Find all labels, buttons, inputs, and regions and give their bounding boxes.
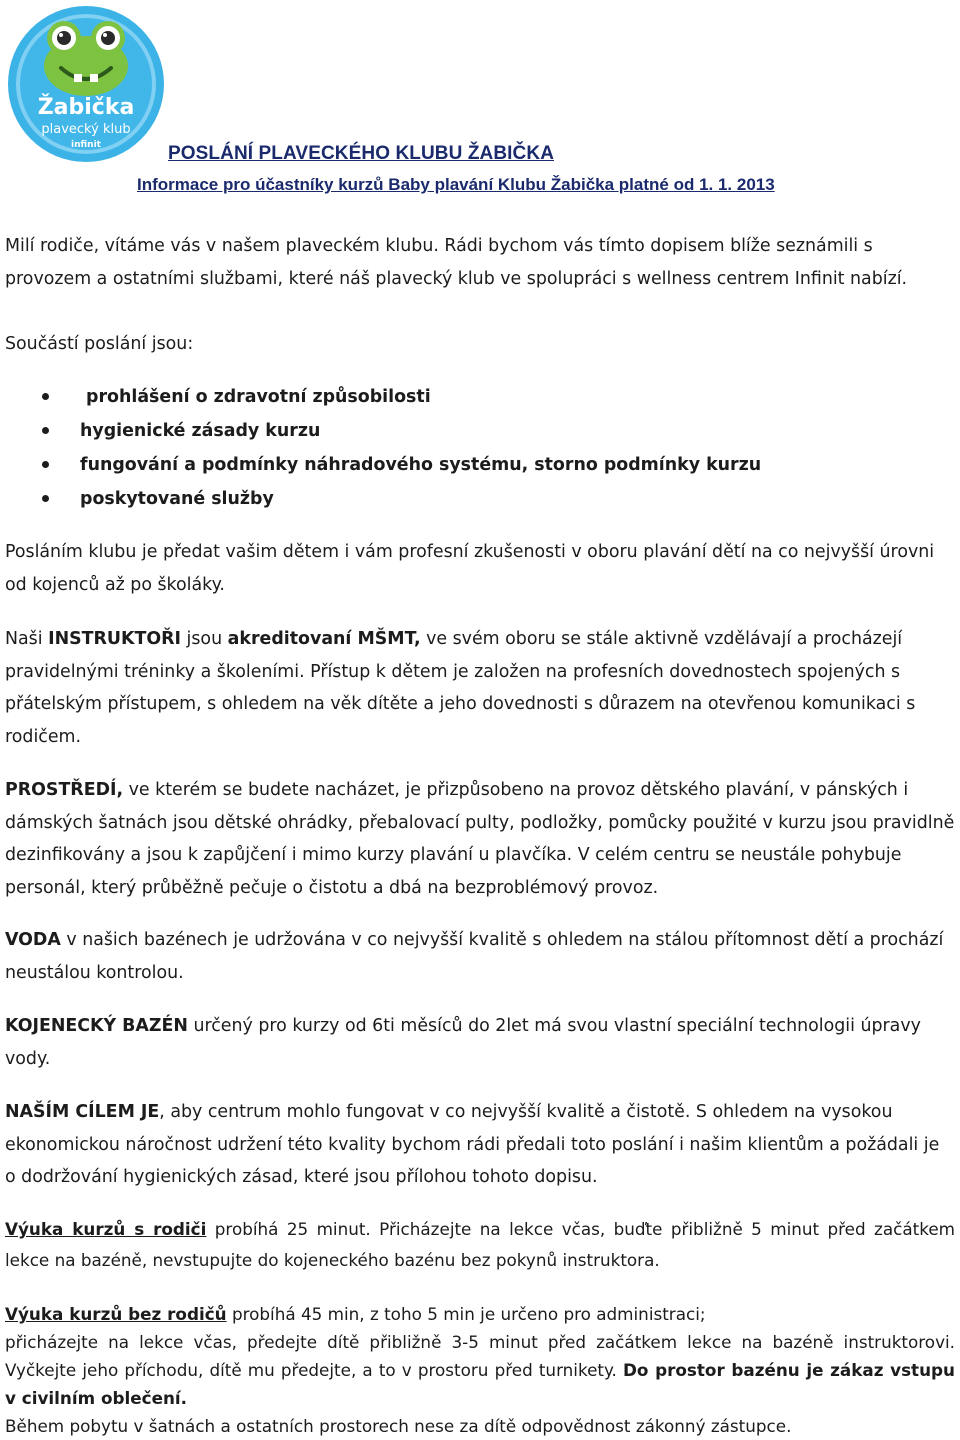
- water-heading: VODA: [5, 930, 61, 950]
- intro-paragraph: Milí rodiče, vítáme vás v našem plaveckém klubu. Rádi bychom vás tímto dopisem blíže seznámili s provozem a ostatními službami, které náš plavecký klub ve spolupráci s wellness centrem Infinit nabízí.: [5, 236, 908, 289]
- without-parents-paragraph: [5, 1328, 955, 1412]
- list-item: [0, 380, 960, 414]
- document-subtitle: Informace pro účastníky kurzů Baby plavání Klubu Žabička platné od 1. 1. 2013: [137, 175, 775, 194]
- instructors-text-2: jsou: [181, 629, 228, 649]
- instructors-bold-1: INSTRUKTOŘI: [48, 629, 182, 649]
- instructors-paragraph: [5, 623, 955, 753]
- mission-paragraph: Posláním klubu je předat vašim dětem i vám profesní zkušenosti v oboru plavání dětí na co nejvyšší úrovni od kojenců až po školáky.: [5, 542, 935, 595]
- logo-name-line1: Žabička: [37, 95, 135, 120]
- with-parents-paragraph: [5, 1214, 955, 1275]
- with-parents-text: probíhá 25 minut. Přicházejte na lekce včas, buďte přibližně 5 minut před začátkem lekce na bazéně, nevstupujte do kojeneckého bazénu bez pokynů instruktora.: [5, 1219, 955, 1270]
- instructors-text-3: ve svém oboru se stále aktivně vzdělávají a procházejí pravidelnými tréninky a školeními. Přístup k dětem je založen na profesních dovednostech spojených s přátelským přístupem, s ohledem na věk dítěte a jeho dovednosti s důrazem na otevřenou komunikaci s rodičem.: [5, 629, 916, 747]
- infant-pool-heading: KOJENECKÝ BAZÉN: [5, 1016, 188, 1036]
- logo-name-line2: plavecký klub: [41, 122, 131, 137]
- instructors-bold-2: akreditovaní MŠMT,: [227, 629, 421, 649]
- environment-paragraph: [5, 774, 955, 904]
- bullet-icon: [42, 393, 49, 400]
- list-item: [0, 448, 960, 482]
- goal-text: , aby centrum mohlo fungovat v co nejvyšší kvalitě a čistotě. S ohledem na vysokou ekonomickou náročnost udržení této kvality bychom rádi předali toto poslání i našim klientům a požádali je o dodržování hygienických zásad, které jsou přílohou tohoto dopisu.: [5, 1102, 940, 1187]
- instructors-text-1: Naši: [5, 629, 49, 649]
- without-parents-bold: Do prostor bazénu je zákaz vstupu v civilním oblečení.: [5, 1360, 955, 1408]
- goal-paragraph: [5, 1096, 955, 1194]
- bullet-icon: [42, 427, 49, 434]
- environment-text: ve kterém se budete nacházet, je přizpůsobeno na provoz dětského plavání, v pánských i dámských šatnách jsou dětské ohrádky, přebalovací pulty, podložky, pomůcky použité v kurzu jsou pravidlně dezinfikovány a jsou k zapůjčení i mimo kurzy plavání u plavčíka. V celém centru se neustále pohybuje personál, který průběžně pečuje o čistotu a dbá na bezproblémový provoz.: [5, 780, 955, 898]
- frog-logo-icon: [6, 4, 166, 164]
- list-item-text: poskytované služby: [80, 489, 274, 509]
- infant-pool-text: určený pro kurzy od 6ti měsíců do 2let má svou vlastní speciální technologii úpravy vody.: [5, 1016, 921, 1069]
- without-parents-line-1: [5, 1300, 955, 1328]
- list-item-text: prohlášení o zdravotní způsobilosti: [86, 387, 431, 407]
- list-item-text: fungování a podmínky náhradového systému, storno podmínky kurzu: [80, 455, 762, 475]
- bullet-icon: [42, 461, 49, 468]
- without-parents-text-2: přicházejte na lekce včas, předejte dítě přibližně 3-5 minut před začátkem lekce na bazéně instruktorovi. Vyčkejte jeho příchodu, dítě mu předejte, a to v prostoru před turnikety.: [5, 1332, 955, 1380]
- with-parents-heading: Výuka kurzů s rodiči: [5, 1219, 207, 1239]
- club-logo: [6, 4, 166, 164]
- without-parents-text-1: probíhá 45 min, z toho 5 min je určeno pro administraci;: [226, 1304, 706, 1324]
- responsibility-line: Během pobytu v šatnách a ostatních prostorech nese za dítě odpovědnost zákonný zástupce.: [5, 1416, 792, 1436]
- water-paragraph: [5, 924, 955, 989]
- list-item-text: hygienické zásady kurzu: [80, 421, 321, 441]
- infant-pool-paragraph: [5, 1010, 955, 1075]
- environment-heading: PROSTŘEDÍ,: [5, 780, 124, 800]
- parts-list: [0, 380, 960, 516]
- document-title: POSLÁNÍ PLAVECKÉHO KLUBU ŽABIČKA: [168, 143, 555, 164]
- without-parents-heading: Výuka kurzů bez rodičů: [5, 1304, 227, 1324]
- list-item: [0, 414, 960, 448]
- bullet-icon: [42, 495, 49, 502]
- list-item: [0, 482, 960, 516]
- logo-tag: infinit: [71, 140, 101, 150]
- water-text: v našich bazénech je udržována v co nejvyšší kvalitě s ohledem na stálou přítomnost dětí a prochází neustálou kontrolou.: [5, 930, 944, 983]
- parts-label: Součástí poslání jsou:: [5, 334, 194, 354]
- goal-heading: NAŠÍM CÍLEM JE: [5, 1102, 160, 1122]
